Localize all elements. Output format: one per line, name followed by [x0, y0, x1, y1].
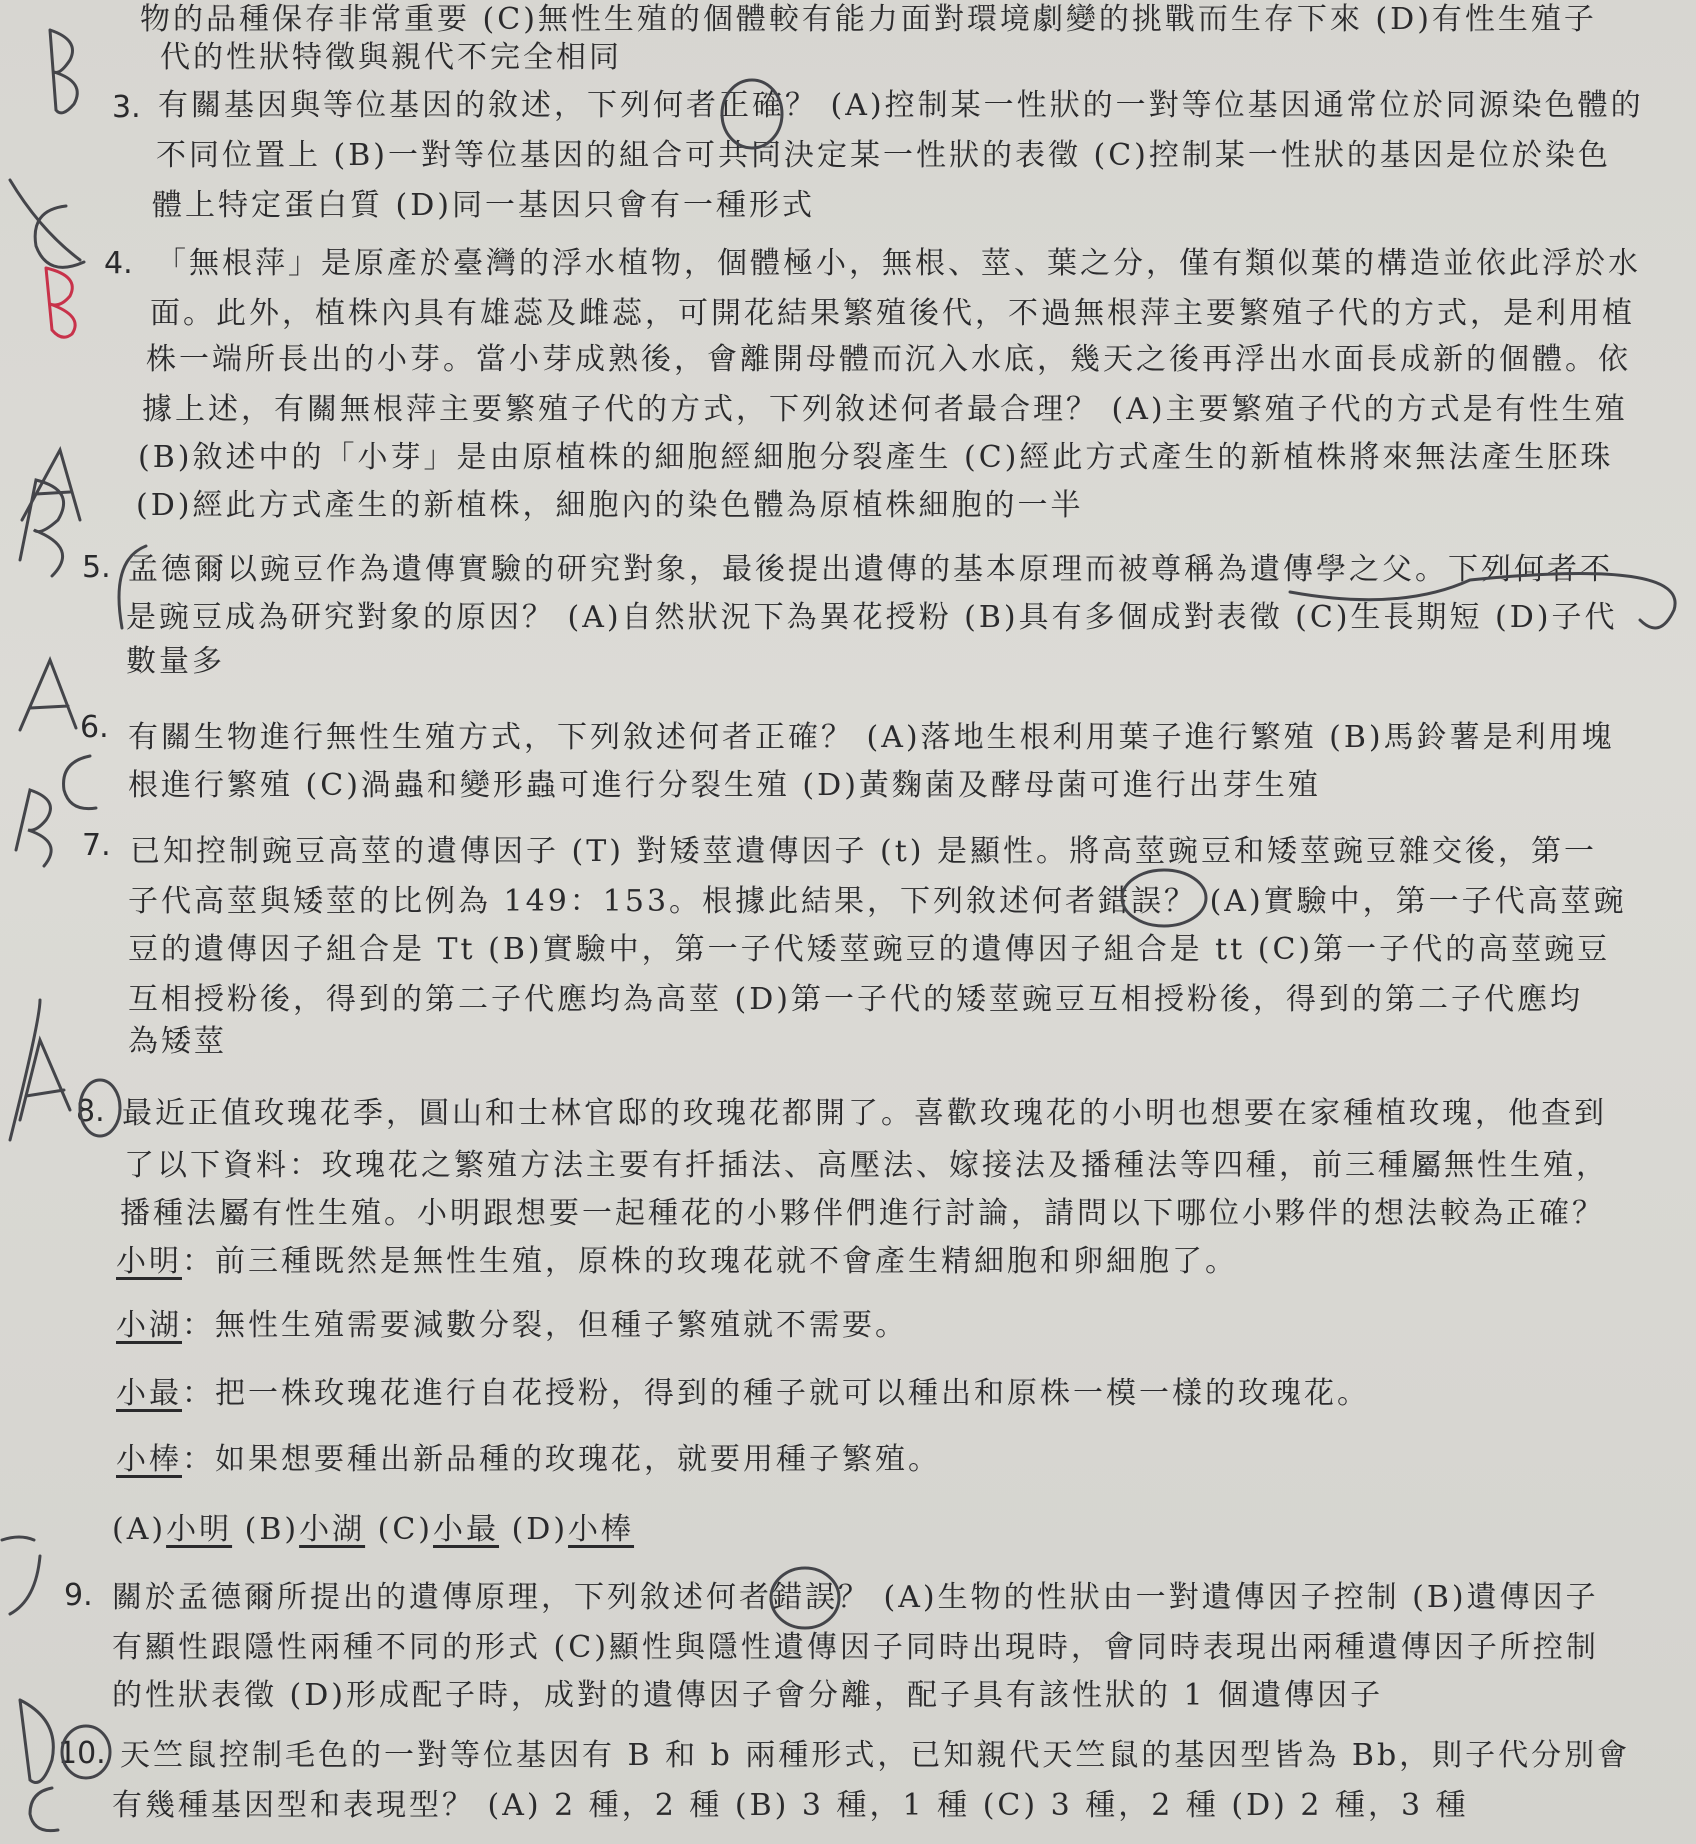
- option-letter: (C): [377, 1512, 434, 1547]
- handwritten-letter-c: [30, 1788, 58, 1831]
- handwritten-letter-a: [22, 450, 80, 520]
- question-4-line-5: (B)敘述中的「小芽」是由原植株的細胞經細胞分裂產生 (C)經此方式產生的新植株將來無法產生胚珠: [138, 440, 1614, 475]
- question-4-line-3: 株一端所長出的小芽。當小芽成熟後，會離開母體而沉入水底，幾天之後再浮出水面長成新的個體。依: [146, 342, 1631, 377]
- option-letter: (A): [112, 1512, 167, 1547]
- question-7-line-5: 為矮莖: [128, 1024, 227, 1059]
- question-7-line-1: 已知控制豌豆高莖的遺傳因子 (T) 對矮莖遺傳因子 (t) 是顯性。將高莖豌豆和矮莖豌豆雜交後，第一: [130, 834, 1598, 869]
- speaker-line: [116, 1306, 908, 1346]
- option-name: 小湖: [299, 1512, 366, 1547]
- question-9-line-2: 有顯性跟隱性兩種不同的形式 (C)顯性與隱性遺傳因子同時出現時，會同時表現出兩種遺傳因子所控制: [112, 1630, 1599, 1665]
- handwritten-letter-b: [50, 30, 77, 113]
- handwritten-letter-a: [20, 1040, 70, 1120]
- question-number: 7.: [82, 828, 111, 863]
- question-7-line-4: 互相授粉後，得到的第二子代應均為高莖 (D)第一子代的矮莖豌豆互相授粉後，得到的第二子代應均: [128, 982, 1583, 1017]
- question-4-line-2: 面。此外，植株內具有雄蕊及雌蕊，可開花結果繁殖後代，不過無根萍主要繁殖子代的方式，是利用植: [150, 296, 1635, 331]
- question-number: 8.: [76, 1094, 105, 1129]
- handwritten-letter-d: [20, 1700, 53, 1783]
- question-7-line-3: 豆的遺傳因子組合是 Tt (B)實驗中，第一子代矮莖豌豆的遺傳因子組合是 tt (C)第一子代的高莖豌豆: [128, 932, 1611, 967]
- handwritten-letter-b: [20, 480, 64, 576]
- handwritten-letter-c: [64, 756, 96, 809]
- question-8-line-3: 播種法屬有性生殖。小明跟想要一起種花的小夥伴們進行討論，請問以下哪位小夥伴的想法較為正確？: [120, 1196, 1605, 1231]
- question-4-line-1: 「無根萍」是原產於臺灣的浮水植物，個體極小，無根、莖、葉之分，僅有類似葉的構造並依此浮於水: [156, 246, 1641, 281]
- option-name: 小棒: [568, 1512, 635, 1547]
- speaker-name: 小明: [116, 1244, 182, 1279]
- speaker-text: ：如果想要種出新品種的玫瑰花，就要用種子繁殖。: [182, 1442, 941, 1477]
- question-3-line-1: 有關基因與等位基因的敘述，下列何者正確？ (A)控制某一性狀的一對等位基因通常位於同源染色體的: [158, 88, 1644, 123]
- option-letter: (B): [244, 1512, 300, 1547]
- question-number: 3.: [112, 90, 141, 125]
- speaker-name: 小最: [116, 1376, 182, 1411]
- speaker-text: ：把一株玫瑰花進行自花授粉，得到的種子就可以種出和原株一模一樣的玫瑰花。: [182, 1376, 1370, 1411]
- handwritten-letter-b: [16, 790, 51, 866]
- pencil-stroke: [2, 1537, 34, 1540]
- question-number: 9.: [64, 1578, 93, 1613]
- speaker-line: [116, 1242, 1238, 1282]
- question-number: 5.: [82, 550, 111, 585]
- q2-tail-line-1: 物的品種保存非常重要 (C)無性生殖的個體較有能力面對環境劇變的挑戰而生存下來 (D)有性生殖子: [140, 2, 1597, 37]
- question-3-line-2: 不同位置上 (B)一對等位基因的組合可共同決定某一性狀的表徵 (C)控制某一性狀的基因是位於染色: [156, 138, 1611, 173]
- q2-tail-line-2: 代的性狀特徵與親代不完全相同: [160, 40, 622, 75]
- speaker-name: 小湖: [116, 1308, 182, 1343]
- handwritten-letter-c: [10, 180, 84, 267]
- question-5-line-3: 數量多: [126, 644, 225, 679]
- question-10-line-2: 有幾種基因型和表現型？ (A) 2 種，2 種 (B) 3 種，1 種 (C) 3 種，2 種 (D) 2 種，3 種: [112, 1788, 1469, 1823]
- question-7-line-2: 子代高莖與矮莖的比例為 149：153。根據此結果，下列敘述何者錯誤？ (A)實驗中，第一子代高莖豌: [128, 884, 1627, 919]
- speaker-line: [116, 1374, 1370, 1414]
- red-letter-b: [46, 268, 75, 337]
- question-9-line-3: 的性狀表徵 (D)形成配子時，成對的遺傳因子會分離，配子具有該性狀的 1 個遺傳因子: [112, 1678, 1384, 1713]
- option-name: 小最: [433, 1512, 500, 1547]
- speaker-name: 小棒: [116, 1442, 182, 1477]
- question-3-line-3: 體上特定蛋白質 (D)同一基因只會有一種形式: [152, 188, 815, 223]
- pencil-stroke: [10, 1000, 40, 1140]
- question-4-line-6: (D)經此方式產生的新植株，細胞內的染色體為原植株細胞的一半: [136, 488, 1084, 523]
- question-6-line-2: 根進行繁殖 (C)渦蟲和變形蟲可進行分裂生殖 (D)黃麴菌及酵母菌可進行出芽生殖: [128, 768, 1321, 803]
- option-letter: (D): [511, 1512, 569, 1547]
- question-6-line-1: 有關生物進行無性生殖方式，下列敘述何者正確？ (A)落地生根利用葉子進行繁殖 (B)馬鈴薯是利用塊: [128, 720, 1615, 755]
- question-4-line-4: 據上述，有關無根萍主要繁殖子代的方式，下列敘述何者最合理？ (A)主要繁殖子代的方式是有性生殖: [142, 392, 1628, 427]
- speaker-text: ：前三種既然是無性生殖，原株的玫瑰花就不會產生精細胞和卵細胞了。: [182, 1244, 1238, 1279]
- speaker-line: [116, 1440, 941, 1480]
- question-5-line-1: 孟德爾以豌豆作為遺傳實驗的研究對象，最後提出遺傳的基本原理而被尊稱為遺傳學之父。下列何者不: [128, 552, 1613, 587]
- question-8-line-1: 最近正值玫瑰花季，圓山和士林官邸的玫瑰花都開了。喜歡玫瑰花的小明也想要在家種植玫瑰，他查到: [122, 1096, 1607, 1131]
- question-5-line-2: 是豌豆成為研究對象的原因？ (A)自然狀況下為異花授粉 (B)具有多個成對表徵 (C)生長期短 (D)子代: [126, 600, 1618, 635]
- question-number: 4.: [104, 246, 133, 281]
- speaker-text: ：無性生殖需要減數分裂，但種子繁殖就不需要。: [182, 1308, 908, 1343]
- question-8-line-2: 了以下資料：玫瑰花之繁殖方法主要有扦插法、高壓法、嫁接法及播種法等四種，前三種屬無性生殖，: [124, 1148, 1609, 1183]
- handwritten-letter-a: [20, 660, 76, 730]
- question-10-line-1: 天竺鼠控制毛色的一對等位基因有 B 和 b 兩種形式，已知親代天竺鼠的基因型皆為 Bb，則子代分別會: [120, 1738, 1631, 1773]
- q8-options: [112, 1504, 634, 1548]
- question-number: 6.: [80, 710, 109, 745]
- option-name: 小明: [166, 1512, 233, 1547]
- question-9-line-1: 關於孟德爾所提出的遺傳原理，下列敘述何者錯誤？ (A)生物的性狀由一對遺傳因子控制 (B)遺傳因子: [112, 1580, 1599, 1615]
- question-number: 10.: [58, 1736, 106, 1771]
- pencil-stroke: [10, 1556, 40, 1614]
